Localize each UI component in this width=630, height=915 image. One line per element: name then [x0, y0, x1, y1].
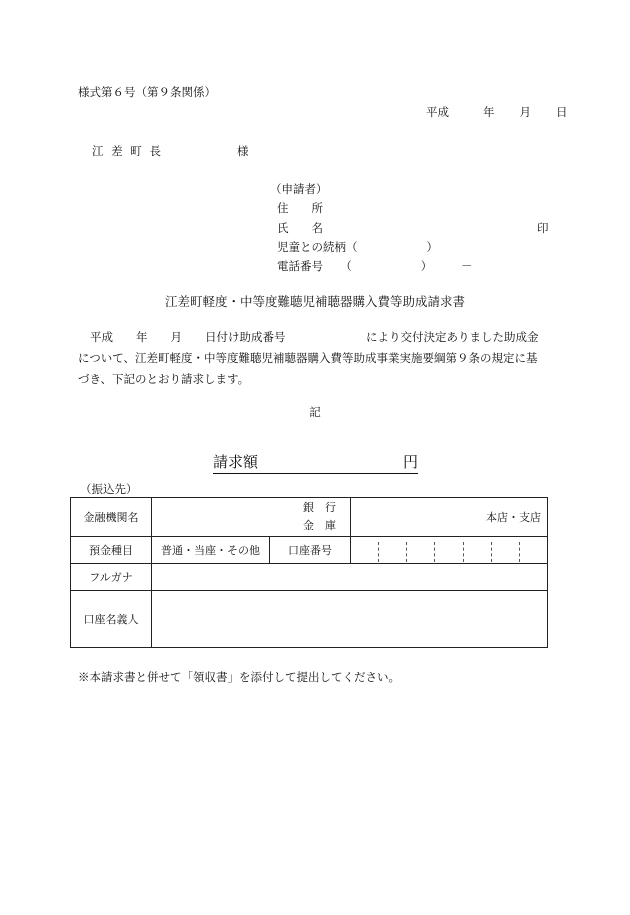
applicant-phone-label: 電話番号 （ ） － [277, 259, 473, 273]
deposit-type-options[interactable]: 普通・当座・その他 [152, 537, 270, 564]
date-era: 平成 [426, 105, 449, 119]
transfer-label: （振込先） [80, 482, 138, 496]
date-year-unit: 年 [483, 105, 495, 119]
applicant-name-label: 氏 名 [277, 221, 323, 235]
seal-mark: 印 [537, 221, 549, 235]
table-row-furigana [71, 564, 548, 591]
body-text [78, 327, 558, 390]
date-day-unit: 日 [556, 105, 568, 119]
amount-label: 請求額 [213, 453, 259, 471]
body-line-2: について、江差町軽度・中等度難聴児補聴器購入費等助成事業実施要綱第９条の規定に基 [78, 351, 538, 365]
bank-account-table [70, 497, 548, 648]
account-number-digit-boxes [351, 539, 547, 562]
footnote: ※本請求書と併せて「領収書」を添付して提出してください。 [78, 670, 400, 684]
applicant-label: （申請者） [270, 182, 328, 196]
branch-choice: 本店・支店 [486, 511, 541, 524]
document-title: 江差町軽度・中等度難聴児補聴器購入費等助成請求書 [164, 294, 465, 309]
bank-word: 銀 行 [303, 501, 336, 514]
furigana-field[interactable] [152, 564, 548, 591]
account-holder-label: 口座名義人 [71, 591, 152, 648]
credit-word: 金 庫 [303, 519, 336, 532]
table-row-institution [71, 498, 548, 537]
amount-unit: 円 [402, 453, 418, 471]
date-line [426, 104, 568, 120]
date-month-unit: 月 [519, 105, 531, 119]
form-number: 様式第６号（第９条関係） [78, 85, 216, 99]
ki-heading: 記 [309, 405, 321, 419]
institution-label: 金融機関名 [71, 498, 152, 537]
table-row-deposit [71, 537, 548, 564]
institution-field[interactable] [152, 498, 351, 537]
body-line-1: 平成 年 月 日付け助成番号 により交付決定ありました助成金 [90, 330, 539, 344]
applicant-relation-label: 児童との続柄（ ） [277, 240, 438, 254]
amount-line [213, 451, 418, 474]
account-holder-field[interactable] [152, 591, 548, 648]
addressee-name: 江 差 町 長 [92, 144, 163, 158]
branch-field[interactable] [351, 498, 548, 537]
deposit-type-label: 預金種目 [71, 537, 152, 564]
applicant-address-label: 住 所 [277, 201, 323, 215]
account-number-label: 口座番号 [270, 537, 351, 564]
furigana-label: フルガナ [71, 564, 152, 591]
addressee-honorific: 様 [237, 144, 249, 158]
table-row-holder [71, 591, 548, 648]
body-line-3: づき、下記のとおり請求します。 [78, 372, 250, 386]
account-number-field[interactable] [351, 537, 548, 564]
